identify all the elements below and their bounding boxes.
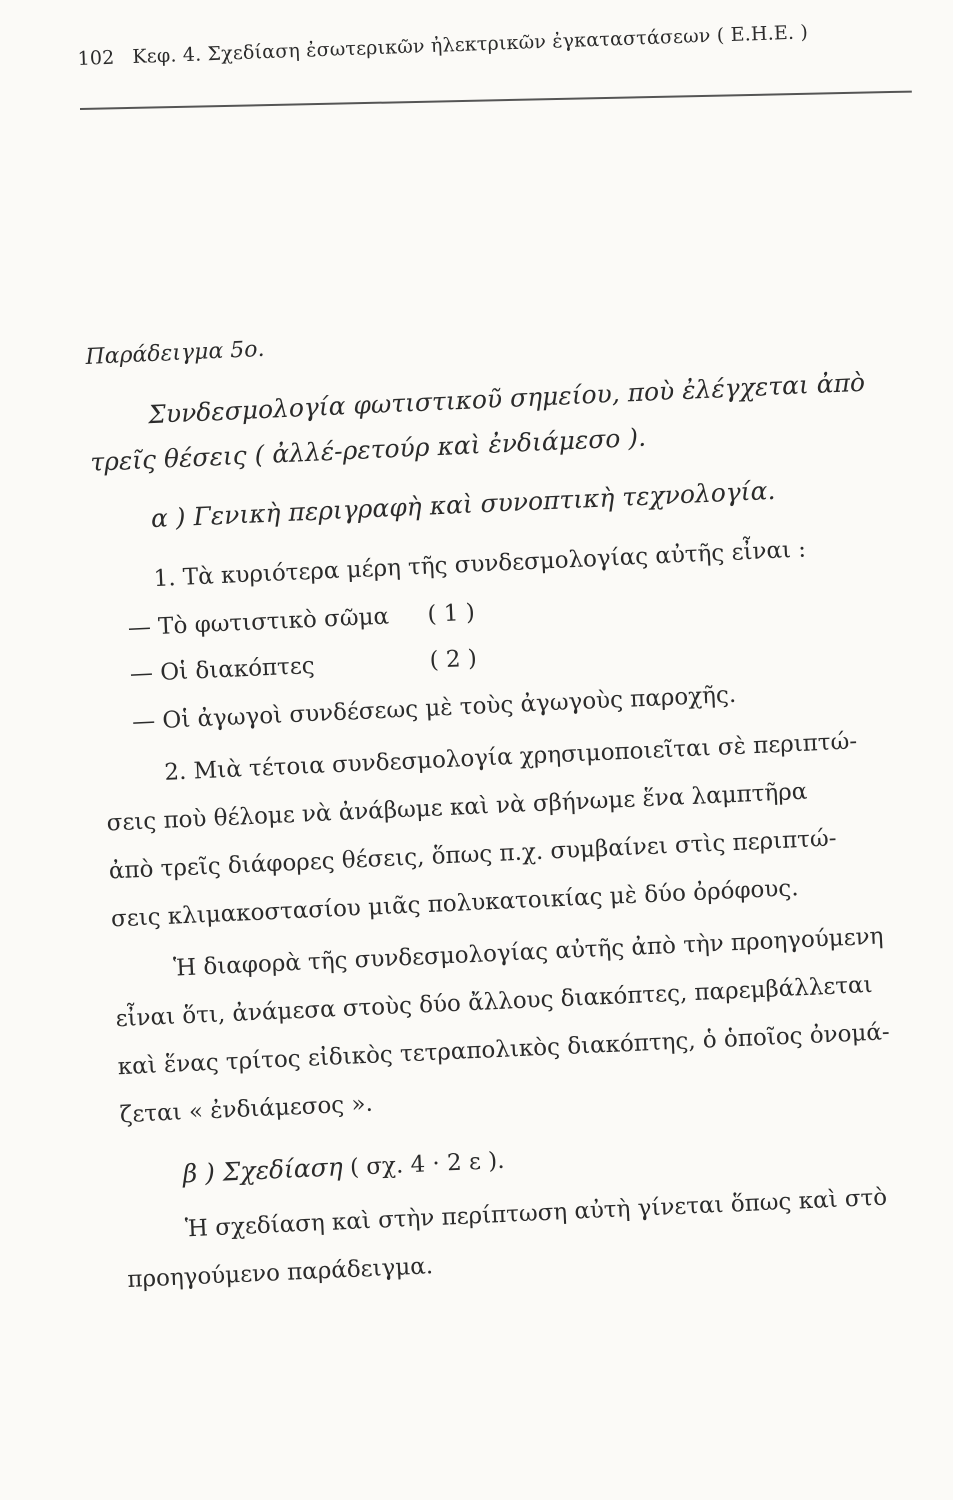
list-item: — Οἱ ἀγωγοὶ συνδέσεως μὲ τοὺς ἀγωγοὺς παροχῆς. bbox=[131, 681, 737, 736]
intro-line-2: τρεῖς θέσεις ( ἀλλέ-ρετούρ καὶ ἐνδιάμεσο ). bbox=[89, 422, 647, 477]
body-text bbox=[85, 306, 934, 1294]
list-item-number: ( 1 ) bbox=[426, 599, 476, 628]
example-heading: Παράδειγμα 5ο. bbox=[85, 336, 265, 370]
list-item-number: ( 2 ) bbox=[429, 645, 478, 674]
section-a-heading: α ) Γενικὴ περιγραφὴ καὶ συνοπτικὴ τεχνολογία. bbox=[150, 475, 776, 534]
figure-reference: ( σχ. 4 · 2 ε ). bbox=[342, 1147, 506, 1182]
section-b-heading bbox=[182, 1145, 505, 1189]
difference-line-1: Ἡ διαφορὰ τῆς συνδεσμολογίας αὐτῆς ἀπὸ τὴν προηγούμενη bbox=[172, 923, 884, 982]
difference-line-2: εἶναι ὅτι, ἀνάμεσα στοὺς δύο ἄλλους διακόπτες, παρεμβάλλεται bbox=[115, 971, 874, 1033]
list-item-text: — Τὸ φωτιστικὸ σῶμα bbox=[127, 603, 390, 642]
point-1: 1. Τὰ κυριότερα μέρη τῆς συνδεσμολογίας αὐτῆς εἶναι : bbox=[153, 536, 807, 593]
point-2-line-2: σεις ποὺ θέλομε νὰ ἀνάβωμε καὶ νὰ σβήνωμε ἕνα λαμπτῆρα bbox=[106, 778, 808, 837]
design-line-2: προηγούμενο παράδειγμα. bbox=[126, 1253, 434, 1294]
list-item bbox=[127, 600, 475, 642]
point-2-line-3: ἀπὸ τρεῖς διάφορες θέσεις, ὅπως π.χ. συμβαίνει στὶς περιπτώ- bbox=[108, 825, 837, 885]
intro-line-1: Συνδεσμολογία φωτιστικοῦ σημείου, ποὺ ἐλέγχεται ἀπὸ bbox=[147, 367, 866, 430]
design-line-1: Ἡ σχεδίαση καὶ στὴν περίπτωση αὐτὴ γίνεται ὅπως καὶ στὸ bbox=[184, 1184, 888, 1243]
page-number: 102 bbox=[77, 46, 115, 70]
difference-line-4: ζεται « ἐνδιάμεσος ». bbox=[119, 1090, 374, 1129]
list-item-text: — Οἱ διακόπτες bbox=[129, 652, 316, 688]
chapter-title: Κεφ. 4. Σχεδίαση ἐσωτερικῶν ἠλεκτρικῶν ἐγκαταστάσεων ( Ε.Η.Ε. ) bbox=[132, 21, 809, 68]
point-2-line-1: 2. Μιὰ τέτοια συνδεσμολογία χρησιμοποιεῖται σὲ περιπτώ- bbox=[163, 728, 858, 786]
running-header bbox=[77, 18, 907, 70]
header-rule bbox=[80, 91, 912, 110]
section-b-label: β ) Σχεδίαση bbox=[182, 1152, 344, 1189]
list-item bbox=[129, 646, 477, 688]
difference-line-3: καὶ ἕνας τρίτος εἰδικὸς τετραπολικὸς διακόπτης, ὁ ὁποῖος ὀνομά- bbox=[117, 1019, 891, 1081]
point-2-line-4: σεις κλιμακοστασίου μιᾶς πολυκατοικίας μὲ δύο ὀρόφους. bbox=[110, 875, 800, 933]
